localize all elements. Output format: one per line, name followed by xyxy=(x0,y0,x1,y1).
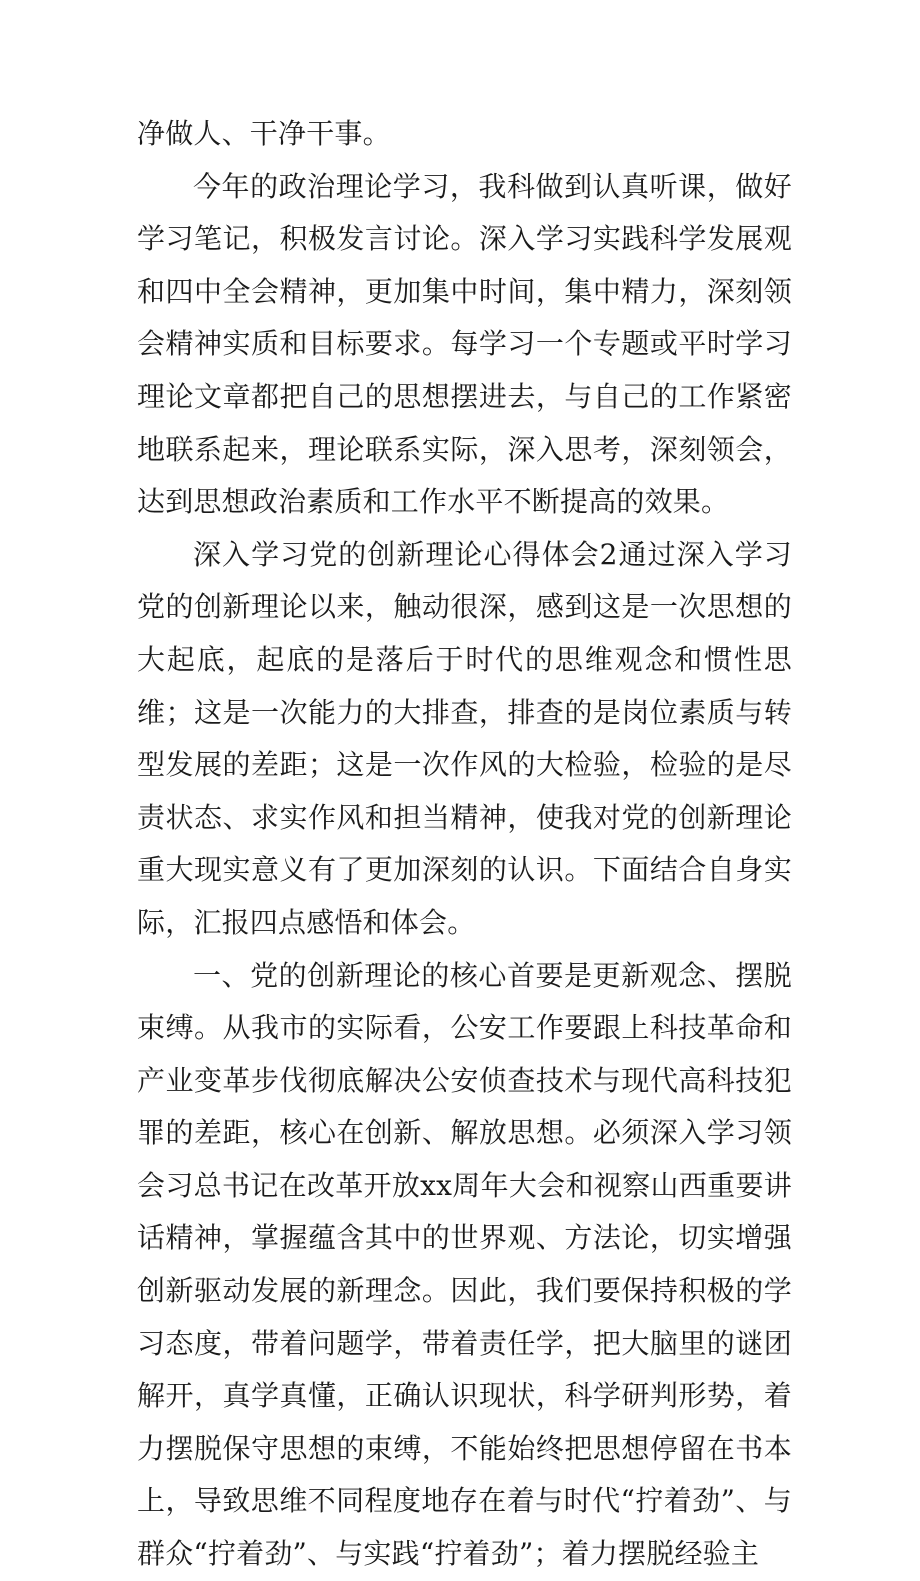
paragraph-point-one: 一、党的创新理论的核心首要是更新观念、摆脱束缚。从我市的实际看，公安工作要跟上科技革命和产业变革步伐彻底解决公安侦查技术与现代高科技犯罪的差距，核心在创新、解放思想。必须深入学习领会习总书记在改革开放xx周年大会和视察山西重要讲话精神，掌握蕴含其中的世界观、方法论，切实增强创新驱动发展的新理念。因此，我们要保持积极的学习态度，带着问题学，带着责任学，把大脑里的谜团解开，真学真懂，正确认识现状，科学研判形势，着力摆脱保守思想的束缚，不能始终把思想停留在书本上，导致思维不同程度地存在着与时代“拧着劲”、与群众“拧着劲”、与实践“拧着劲”；着力摆脱经验主 xyxy=(137,958,792,1571)
paragraph-study-summary: 今年的政治理论学习，我科做到认真听课，做好学习笔记，积极发言讨论。深入学习实践科学发展观和四中全会精神，更加集中时间，集中精力，深刻领会精神实质和目标要求。每学习一个专题或平时学习理论文章都把自己的思想摆进去，与自己的工作紧密地联系起来，理论联系实际，深入思考，深刻领会，达到思想政治素质和工作水平不断提高的效果。 xyxy=(137,169,792,519)
document-body xyxy=(137,108,792,1581)
paragraph-experience-2: 深入学习党的创新理论心得体会2通过深入学习党的创新理论以来，触动很深，感到这是一次思想的大起底，起底的是落后于时代的思维观念和惯性思维；这是一次能力的大排查，排查的是岗位素质与转型发展的差距；这是一次作风的大检验，检验的是尽责状态、求实作风和担当精神，使我对党的创新理论重大现实意义有了更加深刻的认识。下面结合自身实际，汇报四点感悟和体会。 xyxy=(137,537,792,939)
paragraph-continuation: 净做人、干净干事。 xyxy=(137,117,391,150)
